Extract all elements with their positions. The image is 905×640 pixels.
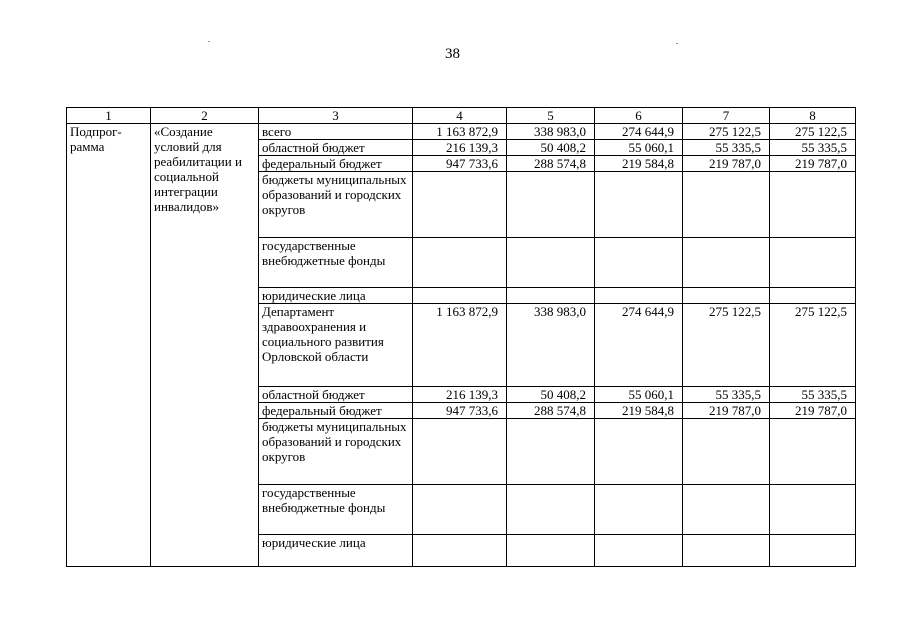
value-cell: 50 408,2	[507, 387, 595, 403]
value-cell	[595, 419, 683, 485]
value-cell: 288 574,8	[507, 156, 595, 172]
funding-source-label: федеральный бюджет	[259, 156, 413, 172]
value-cell: 274 644,9	[595, 124, 683, 140]
value-cell	[770, 172, 856, 238]
value-cell	[595, 238, 683, 288]
value-cell: 1 163 872,9	[413, 304, 507, 387]
value-cell: 216 139,3	[413, 140, 507, 156]
value-cell: 275 122,5	[683, 124, 770, 140]
value-cell: 219 787,0	[770, 403, 856, 419]
funding-source-label: Департамент здравоохранения и социального развития Орловской области	[259, 304, 413, 387]
value-cell	[770, 238, 856, 288]
funding-source-label: государственные внебюджетные фонды	[259, 238, 413, 288]
value-cell	[770, 419, 856, 485]
value-cell	[413, 535, 507, 567]
value-cell	[507, 238, 595, 288]
value-cell: 275 122,5	[683, 304, 770, 387]
value-cell	[507, 535, 595, 567]
value-cell: 947 733,6	[413, 156, 507, 172]
value-cell: 55 335,5	[683, 387, 770, 403]
value-cell: 50 408,2	[507, 140, 595, 156]
funding-source-label: бюджеты муниципальных образований и городских округов	[259, 419, 413, 485]
value-cell: 219 787,0	[683, 156, 770, 172]
value-cell: 55 335,5	[683, 140, 770, 156]
header-cell: 5	[507, 108, 595, 124]
value-cell: 55 060,1	[595, 140, 683, 156]
value-cell	[683, 288, 770, 304]
funding-source-label: всего	[259, 124, 413, 140]
value-cell	[413, 238, 507, 288]
value-cell	[770, 535, 856, 567]
funding-source-label: бюджеты муниципальных образований и городских округов	[259, 172, 413, 238]
funding-source-label: областной бюджет	[259, 387, 413, 403]
header-cell: 8	[770, 108, 856, 124]
value-cell: 219 584,8	[595, 156, 683, 172]
value-cell	[413, 419, 507, 485]
value-cell	[683, 535, 770, 567]
header-cell: 7	[683, 108, 770, 124]
value-cell: 219 787,0	[683, 403, 770, 419]
subprogram-type-cell: Подпрог-рамма	[67, 124, 151, 567]
value-cell: 55 060,1	[595, 387, 683, 403]
header-row	[67, 108, 856, 124]
value-cell	[413, 485, 507, 535]
funding-source-label: юридические лица	[259, 288, 413, 304]
value-cell: 55 335,5	[770, 140, 856, 156]
scan-speck	[208, 41, 210, 42]
value-cell: 338 983,0	[507, 124, 595, 140]
value-cell	[683, 238, 770, 288]
header-cell: 6	[595, 108, 683, 124]
value-cell	[683, 485, 770, 535]
value-cell: 947 733,6	[413, 403, 507, 419]
funding-source-label: юридические лица	[259, 535, 413, 567]
header-cell: 3	[259, 108, 413, 124]
value-cell	[507, 288, 595, 304]
value-cell	[413, 288, 507, 304]
value-cell	[595, 288, 683, 304]
value-cell	[413, 172, 507, 238]
page-number: 38	[445, 46, 460, 62]
value-cell: 275 122,5	[770, 124, 856, 140]
value-cell: 275 122,5	[770, 304, 856, 387]
table-row	[67, 124, 856, 140]
value-cell	[595, 535, 683, 567]
header-cell: 2	[151, 108, 259, 124]
value-cell: 338 983,0	[507, 304, 595, 387]
value-cell	[507, 485, 595, 535]
value-cell	[683, 419, 770, 485]
value-cell	[595, 485, 683, 535]
budget-table	[66, 107, 856, 567]
funding-source-label: областной бюджет	[259, 140, 413, 156]
value-cell	[507, 419, 595, 485]
value-cell	[683, 172, 770, 238]
value-cell	[507, 172, 595, 238]
value-cell: 1 163 872,9	[413, 124, 507, 140]
value-cell: 216 139,3	[413, 387, 507, 403]
header-cell: 1	[67, 108, 151, 124]
funding-source-label: государственные внебюджетные фонды	[259, 485, 413, 535]
header-cell: 4	[413, 108, 507, 124]
value-cell	[595, 172, 683, 238]
value-cell	[770, 485, 856, 535]
value-cell: 55 335,5	[770, 387, 856, 403]
value-cell: 274 644,9	[595, 304, 683, 387]
subprogram-name-cell: «Создание условий для реабилитации и социальной интеграции инвалидов»	[151, 124, 259, 567]
value-cell: 288 574,8	[507, 403, 595, 419]
scan-speck	[676, 43, 678, 44]
value-cell: 219 584,8	[595, 403, 683, 419]
funding-source-label: федеральный бюджет	[259, 403, 413, 419]
value-cell	[770, 288, 856, 304]
value-cell: 219 787,0	[770, 156, 856, 172]
